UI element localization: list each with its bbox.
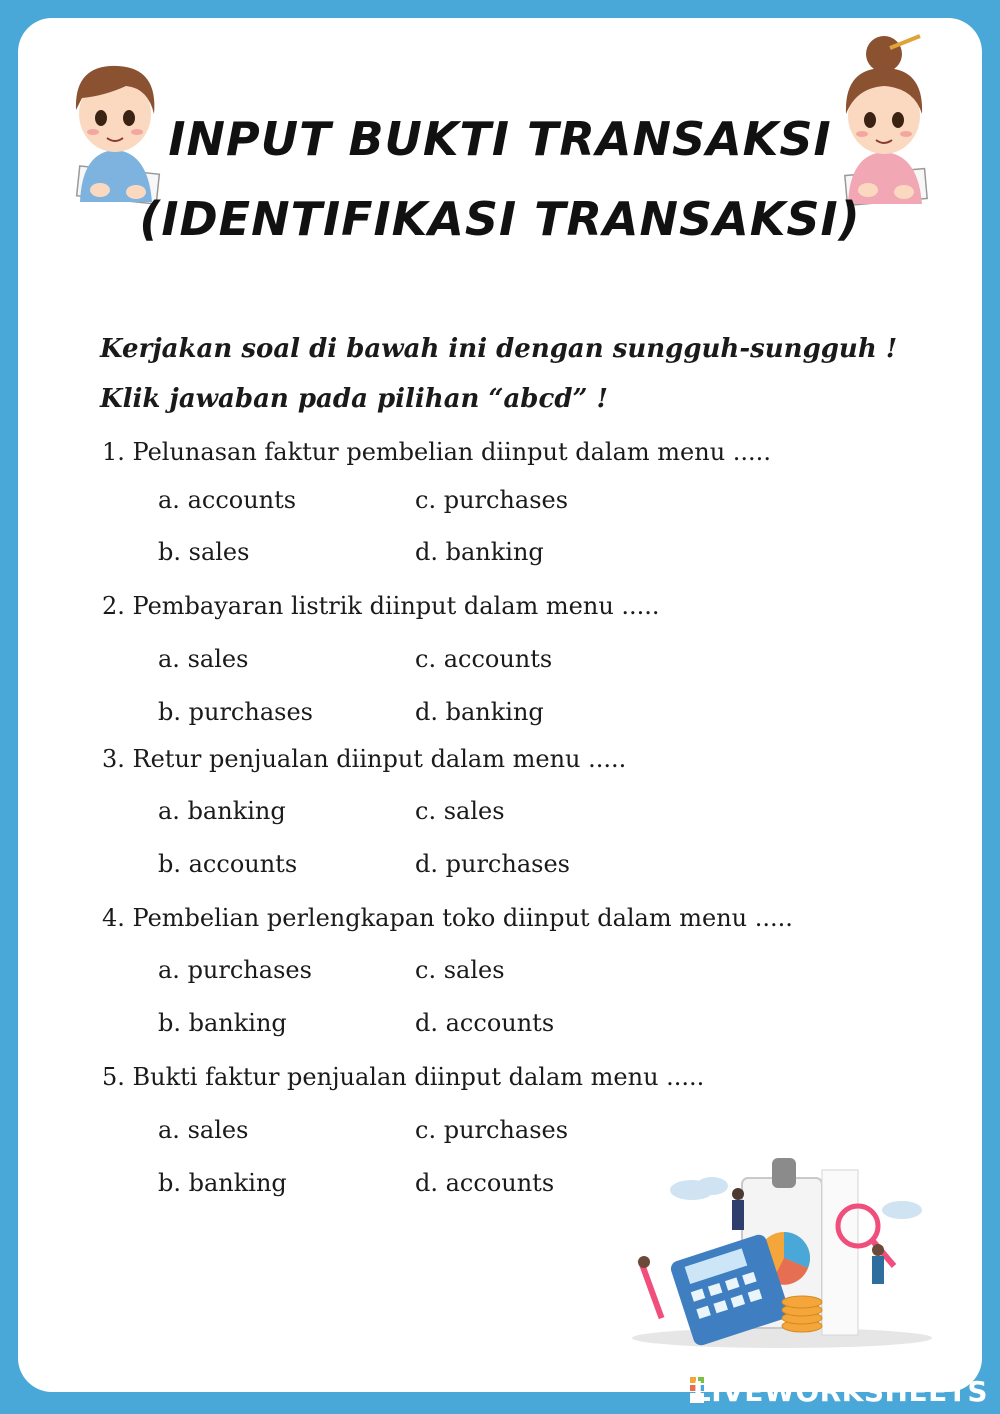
q5-option-d[interactable]: d. accounts — [415, 1169, 555, 1197]
question-5: 5. Bukti faktur penjualan diinput dalam menu ..... — [102, 1063, 705, 1091]
q2-option-c[interactable]: c. accounts — [415, 645, 553, 673]
q2-option-d[interactable]: d. banking — [415, 698, 544, 726]
title-line-2: (IDENTIFIKASI TRANSAKSI) — [139, 192, 861, 246]
accounting-calculator-illustration — [622, 1150, 942, 1350]
q4-option-a[interactable]: a. purchases — [158, 956, 312, 984]
q3-option-d[interactable]: d. purchases — [415, 850, 570, 878]
q5-option-c[interactable]: c. purchases — [415, 1116, 569, 1144]
liveworksheets-logo-text: LIVEWORKSHEETS — [692, 1375, 988, 1408]
title-line-1: INPUT BUKTI TRANSAKSI — [168, 112, 832, 166]
question-1: 1. Pelunasan faktur pembelian diinput dalam menu ..... — [102, 438, 771, 466]
instruction-line-2: Klik jawaban pada pilihan “abcd” ! — [100, 384, 608, 414]
q1-option-d[interactable]: d. banking — [415, 538, 544, 566]
q2-option-a[interactable]: a. sales — [158, 645, 249, 673]
question-3: 3. Retur penjualan diinput dalam menu ..... — [102, 745, 627, 773]
q1-option-b[interactable]: b. sales — [158, 538, 250, 566]
q4-option-c[interactable]: c. sales — [415, 956, 505, 984]
q3-option-c[interactable]: c. sales — [415, 797, 505, 825]
q5-option-b[interactable]: b. banking — [158, 1169, 287, 1197]
q4-option-b[interactable]: b. banking — [158, 1009, 287, 1037]
q4-option-d[interactable]: d. accounts — [415, 1009, 555, 1037]
q3-option-a[interactable]: a. banking — [158, 797, 286, 825]
q2-option-b[interactable]: b. purchases — [158, 698, 313, 726]
q1-option-c[interactable]: c. purchases — [415, 486, 569, 514]
q5-option-a[interactable]: a. sales — [158, 1116, 249, 1144]
question-4: 4. Pembelian perlengkapan toko diinput dalam menu ..... — [102, 904, 793, 932]
question-2: 2. Pembayaran listrik diinput dalam menu ..... — [102, 592, 660, 620]
instruction-line-1: Kerjakan soal di bawah ini dengan sungguh-sungguh ! — [100, 334, 898, 364]
q1-option-a[interactable]: a. accounts — [158, 486, 297, 514]
q3-option-b[interactable]: b. accounts — [158, 850, 298, 878]
